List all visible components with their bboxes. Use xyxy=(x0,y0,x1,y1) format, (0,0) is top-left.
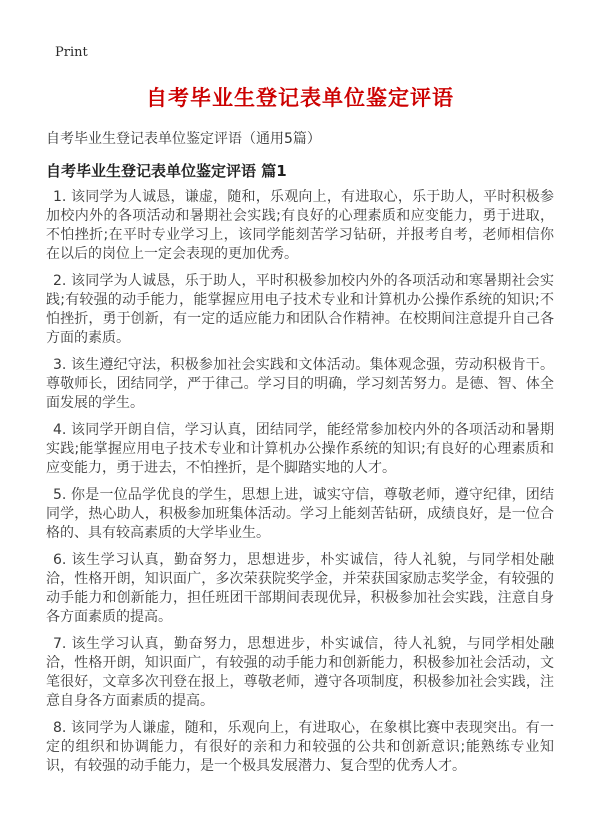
document-body xyxy=(46,188,554,776)
appraisal-paragraph-2: 2. 该同学为人诚恳，乐于助人，平时积极参加校内外的各项活动和寒暑期社会实践;有较强的动手能力，能掌握应用电子技术专业和计算机办公操作系统的知识;不怕挫折，勇于创新，有一定的适应能力和团队合作精神。在校期间注意提升自己各方面的素质。 xyxy=(46,273,554,346)
appraisal-paragraph-1: 1. 该同学为人诚恳，谦虚，随和，乐观向上，有进取心，乐于助人，平时积极参加校内外的各项活动和暑期社会实践;有良好的心理素质和应变能力，勇于进取，不怕挫折;在平时专业学习上，该同学能刻苦学习钻研，并报考自考，老师相信你在以后的岗位上一定会表现的更加优秀。 xyxy=(46,189,554,262)
appraisal-paragraph-7: 7. 该生学习认真，勤奋努力，思想进步，朴实诚信，待人礼貌，与同学相处融洽，性格开朗，知识面广，有较强的动手能力和创新能力，积极参加社会活动，文笔很好，文章多次刊登在报上，尊敬老师，遵守各项制度，积极参加社会实践，注意自身各方面素质的提高。 xyxy=(46,636,554,709)
appraisal-paragraph-3: 3. 该生遵纪守法，积极参加社会实践和文体活动。集体观念强，劳动积极肯干。尊敬师长，团结同学，严于律己。学习目的明确，学习刻苦努力。是德、智、体全面发展的学生。 xyxy=(46,357,554,411)
appraisal-paragraph-6: 6. 该生学习认真，勤奋努力，思想进步，朴实诚信，待人礼貌，与同学相处融洽，性格开朗，知识面广，多次荣获院奖学金，并荣获国家励志奖学金，有较强的动手能力和创新能力，担任班团干部期间表现优异，积极参加社会实践，注意自身各方面素质的提高。 xyxy=(46,552,554,625)
appraisal-paragraph-4: 4. 该同学开朗自信，学习认真，团结同学，能经常参加校内外的各项活动和暑期实践;能掌握应用电子技术专业和计算机办公操作系统的知识;有良好的心理素质和应变能力，勇于进去，不怕挫折，是个脚踏实地的人才。 xyxy=(46,422,554,476)
document-subtitle: 自考毕业生登记表单位鉴定评语（通用5篇） xyxy=(46,131,321,147)
appraisal-paragraph-8: 8. 该同学为人谦虚，随和，乐观向上，有进取心，在象棋比赛中表现突出。有一定的组织和协调能力，有很好的亲和力和较强的公共和创新意识;能熟练专业知识，有较强的动手能力，是一个极具发展潜力、复合型的优秀人才。 xyxy=(46,720,554,774)
print-label: Print xyxy=(55,45,88,60)
page-title: 自考毕业生登记表单位鉴定评语 xyxy=(146,86,454,110)
appraisal-paragraph-5: 5. 你是一位品学优良的学生，思想上进，诚实守信，尊敬老师，遵守纪律，团结同学，热心助人，积极参加班集体活动。学习上能刻苦钻研，成绩良好，是一位合格的、具有较高素质的大学毕业生。 xyxy=(46,487,554,541)
section-heading: 自考毕业生登记表单位鉴定评语 篇1 xyxy=(46,162,287,180)
